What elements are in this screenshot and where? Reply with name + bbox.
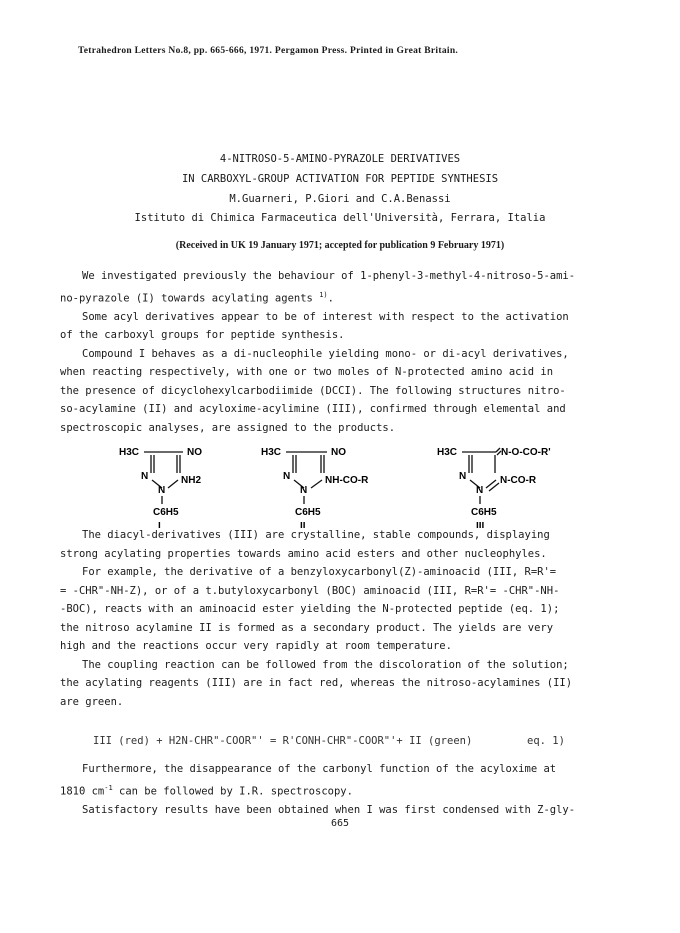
para7-line1: Furthermore, the disappearance of the carbonyl function of the acyloxime at bbox=[82, 763, 557, 775]
article-body-middle bbox=[60, 526, 620, 711]
s3-n2: N bbox=[459, 471, 467, 482]
s1-methyl: H3C bbox=[119, 447, 140, 458]
s2-n2: N bbox=[283, 471, 291, 482]
s3-methyl: H3C bbox=[437, 447, 458, 458]
para4-line1: The diacyl-derivatives (III) are crystalline, stable compounds, displaying bbox=[82, 529, 550, 541]
s3-n1: N bbox=[476, 485, 484, 496]
article-title-line2: IN CARBOXYL-GROUP ACTIVATION FOR PEPTIDE SYNTHESIS bbox=[181, 173, 499, 185]
para1-line2: no-pyrazole (I) towards acylating agents $^{1)}$. bbox=[60, 290, 334, 304]
para8-line1: Satisfactory results have been obtained when I was first condensed with Z-gly- bbox=[82, 803, 576, 816]
s1-phenyl: C6H5 bbox=[153, 507, 179, 518]
para7-line2: 1810 $cm^{-1}$ can be followed by I.R. spectroscopy. bbox=[60, 783, 353, 797]
article-body-bottom bbox=[60, 760, 620, 819]
para5-line1: For example, the derivative of a benzyloxycarbonyl(Z)-aminoacid (III, R=R'= bbox=[82, 566, 557, 578]
s2-n1: N bbox=[300, 485, 308, 496]
structure-3 bbox=[437, 447, 551, 528]
para2-line1: Some acyl derivatives appear to be of interest with respect to the activation bbox=[82, 310, 569, 323]
para5-line3: -BOC), reacts with an aminoacid ester yielding the N-protected peptide (eq. 1); bbox=[60, 603, 560, 615]
s1-sub5: NH2 bbox=[181, 475, 202, 486]
structure-1 bbox=[119, 447, 202, 528]
para6-line2: the acylating reagents (III) are in fact red, whereas the nitroso-acylamines (II) bbox=[60, 677, 573, 689]
running-header: Tetrahedron Letters No.8, pp. 665-666, 1971. Pergamon Press. Printed in Great Britain. bbox=[78, 46, 459, 56]
s1-sub4: NO bbox=[187, 447, 202, 458]
para3-line5: spectroscopic analyses, are assigned to the products. bbox=[60, 421, 396, 434]
para3-line2: when reacting respectively, with one or two moles of N-protected amino acid in bbox=[60, 366, 554, 378]
affiliation: Istituto di Chimica Farmaceutica dell'Università, Ferrara, Italia bbox=[134, 212, 546, 224]
equation-1: III (red) + H2N-CHR"-COOR"' = R'CONH-CHR"-COOR"'+ II (green) bbox=[93, 735, 473, 747]
page-number: 665 bbox=[330, 818, 350, 829]
para2-line2: of the carboxyl groups for peptide synthesis. bbox=[60, 329, 345, 341]
chemical-structures bbox=[0, 438, 680, 528]
article-title-line1: 4-NITROSO-5-AMINO-PYRAZOLE DERIVATIVES bbox=[219, 153, 461, 165]
structures-svg bbox=[0, 438, 680, 528]
para5-line5: high and the reactions occur very rapidly at room temperature. bbox=[60, 640, 452, 652]
s2-sub5: NH-CO-R bbox=[325, 475, 369, 486]
s2-sub4: NO bbox=[331, 447, 346, 458]
s3-phenyl: C6H5 bbox=[471, 507, 497, 518]
para6-line3: are green. bbox=[60, 695, 124, 708]
article-body-top bbox=[60, 267, 620, 437]
para3-line3: the presence of dicyclohexylcarbodiimide (DCCI). The following structures nitro- bbox=[60, 384, 566, 397]
authors: M.Guarneri, P.Giori and C.A.Benassi bbox=[229, 193, 451, 205]
para1-line1: We investigated previously the behaviour of 1-phenyl-3-methyl-4-nitroso-5-ami- bbox=[82, 270, 576, 282]
reference-mark: 1) bbox=[319, 290, 328, 299]
para5-line4: the nitroso acylamine II is formed as a secondary product. The yields are very bbox=[60, 621, 554, 634]
received-line: (Received in UK 19 January 1971; accepted for publication 9 February 1971) bbox=[175, 240, 505, 251]
s3-label: III bbox=[476, 521, 485, 528]
para3-line4: so-acylamine (II) and acyloxime-acylimine (III), confirmed through elemental and bbox=[60, 403, 566, 415]
equation-number: eq. 1) bbox=[527, 735, 565, 747]
s1-n2: N bbox=[141, 471, 149, 482]
s3-sub5: N-CO-R bbox=[500, 475, 537, 486]
s2-phenyl: C6H5 bbox=[295, 507, 321, 518]
s1-n1: N bbox=[158, 485, 166, 496]
para4-line2: strong acylating properties towards amino acid esters and other nucleophyles. bbox=[60, 547, 547, 560]
para3-line1: Compound I behaves as a di-nucleophile yielding mono- or di-acyl derivatives, bbox=[82, 347, 569, 360]
s2-label: II bbox=[300, 521, 306, 528]
para6-line1: The coupling reaction can be followed from the discoloration of the solution; bbox=[82, 658, 569, 671]
s1-label: I bbox=[158, 521, 161, 528]
structure-2 bbox=[261, 447, 369, 528]
s3-sub4: N-O-CO-R' bbox=[501, 447, 551, 458]
para5-line2: = -CHR"-NH-Z), or of a t.butyloxycarbonyl (BOC) aminoacid (III, R=R'= -CHR"-NH- bbox=[60, 584, 560, 597]
s2-methyl: H3C bbox=[261, 447, 282, 458]
